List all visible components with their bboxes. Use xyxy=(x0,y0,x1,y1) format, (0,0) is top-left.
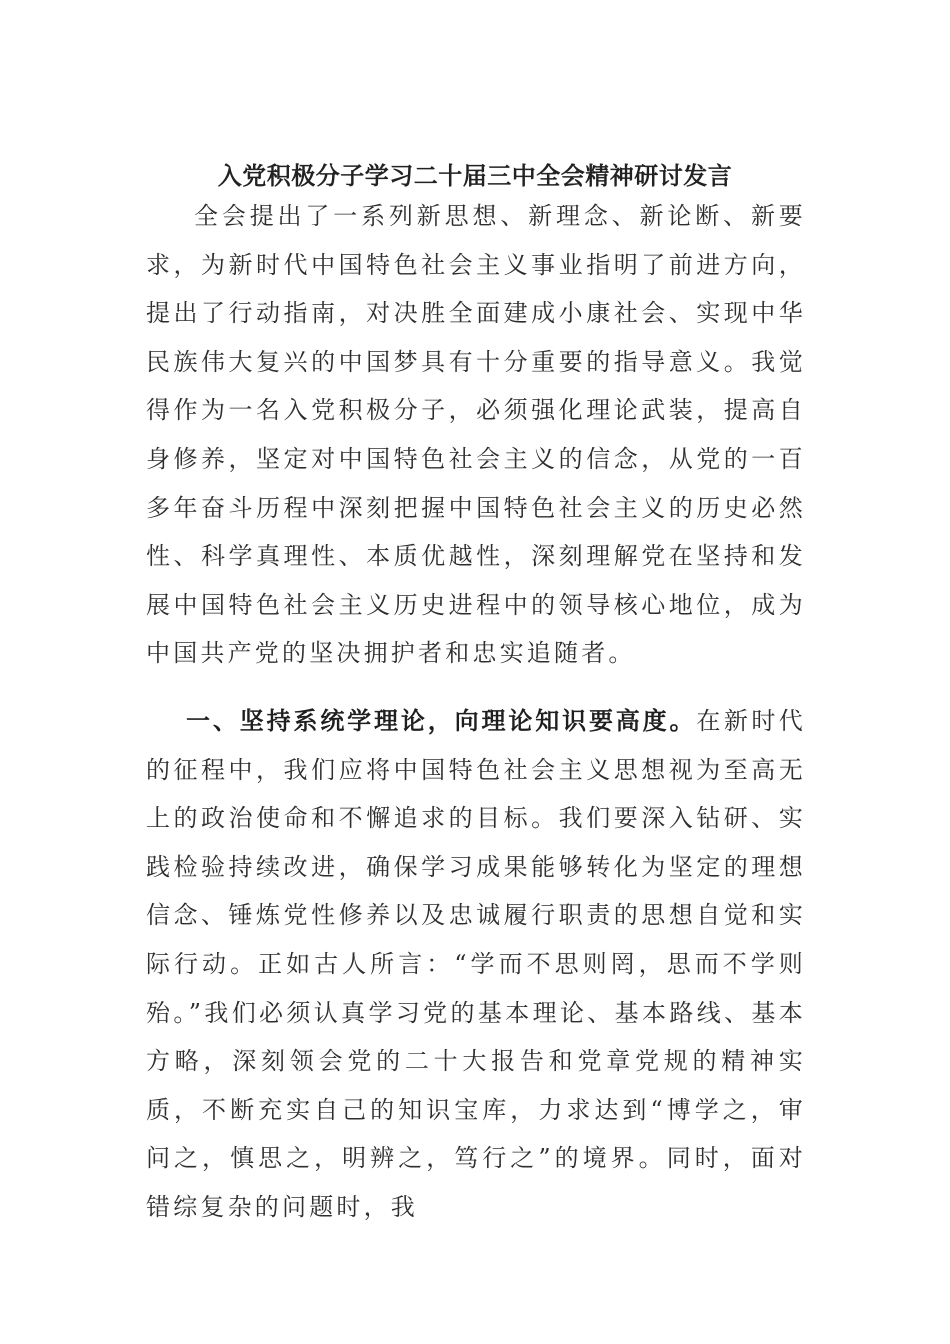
section-one-heading: 一、坚持系统学理论，向理论知识要高度。 xyxy=(186,706,697,735)
paragraph-intro-text: 全会提出了一系列新思想、新理念、新论断、新要求，为新时代中国特色社会主义事业指明了前进方向，提出了行动指南，对决胜全面建成小康社会、实现中华民族伟大复兴的中国梦具有十分重要的指导意义。我觉得作为一名入党积极分子，必须强化理论武装，提高自身修养，坚定对中国特色社会主义的信念，从党的一百多年奋斗历程中深刻把握中国特色社会主义的历史必然性、科学真理性、本质优越性，深刻理解党在坚持和发展中国特色社会主义历史进程中的领导核心地位，成为中国共产党的坚决拥护者和忠实追随者。 xyxy=(146,202,806,668)
paragraph-intro xyxy=(146,192,806,678)
document-title: 入党积极分子学习二十届三中全会精神研讨发言 xyxy=(217,161,733,190)
paragraph-section-one xyxy=(146,697,806,1232)
section-one-text: 在新时代的征程中，我们应将中国特色社会主义思想视为至高无上的政治使命和不懈追求的目标。我们要深入钻研、实践检验持续改进，确保学习成果能够转化为坚定的理想信念、锤炼党性修养以及忠诚履行职责的思想自觉和实际行动。正如古人所言：“学而不思则罔，思而不学则殆。”我们必须认真学习党的基本理论、基本路线、基本方略，深刻领会党的二十大报告和党章党规的精神实质，不断充实自己的知识宝库，力求达到“博学之，审问之，慎思之，明辨之，笃行之”的境界。同时，面对错综复杂的问题时，我 xyxy=(146,707,806,1221)
